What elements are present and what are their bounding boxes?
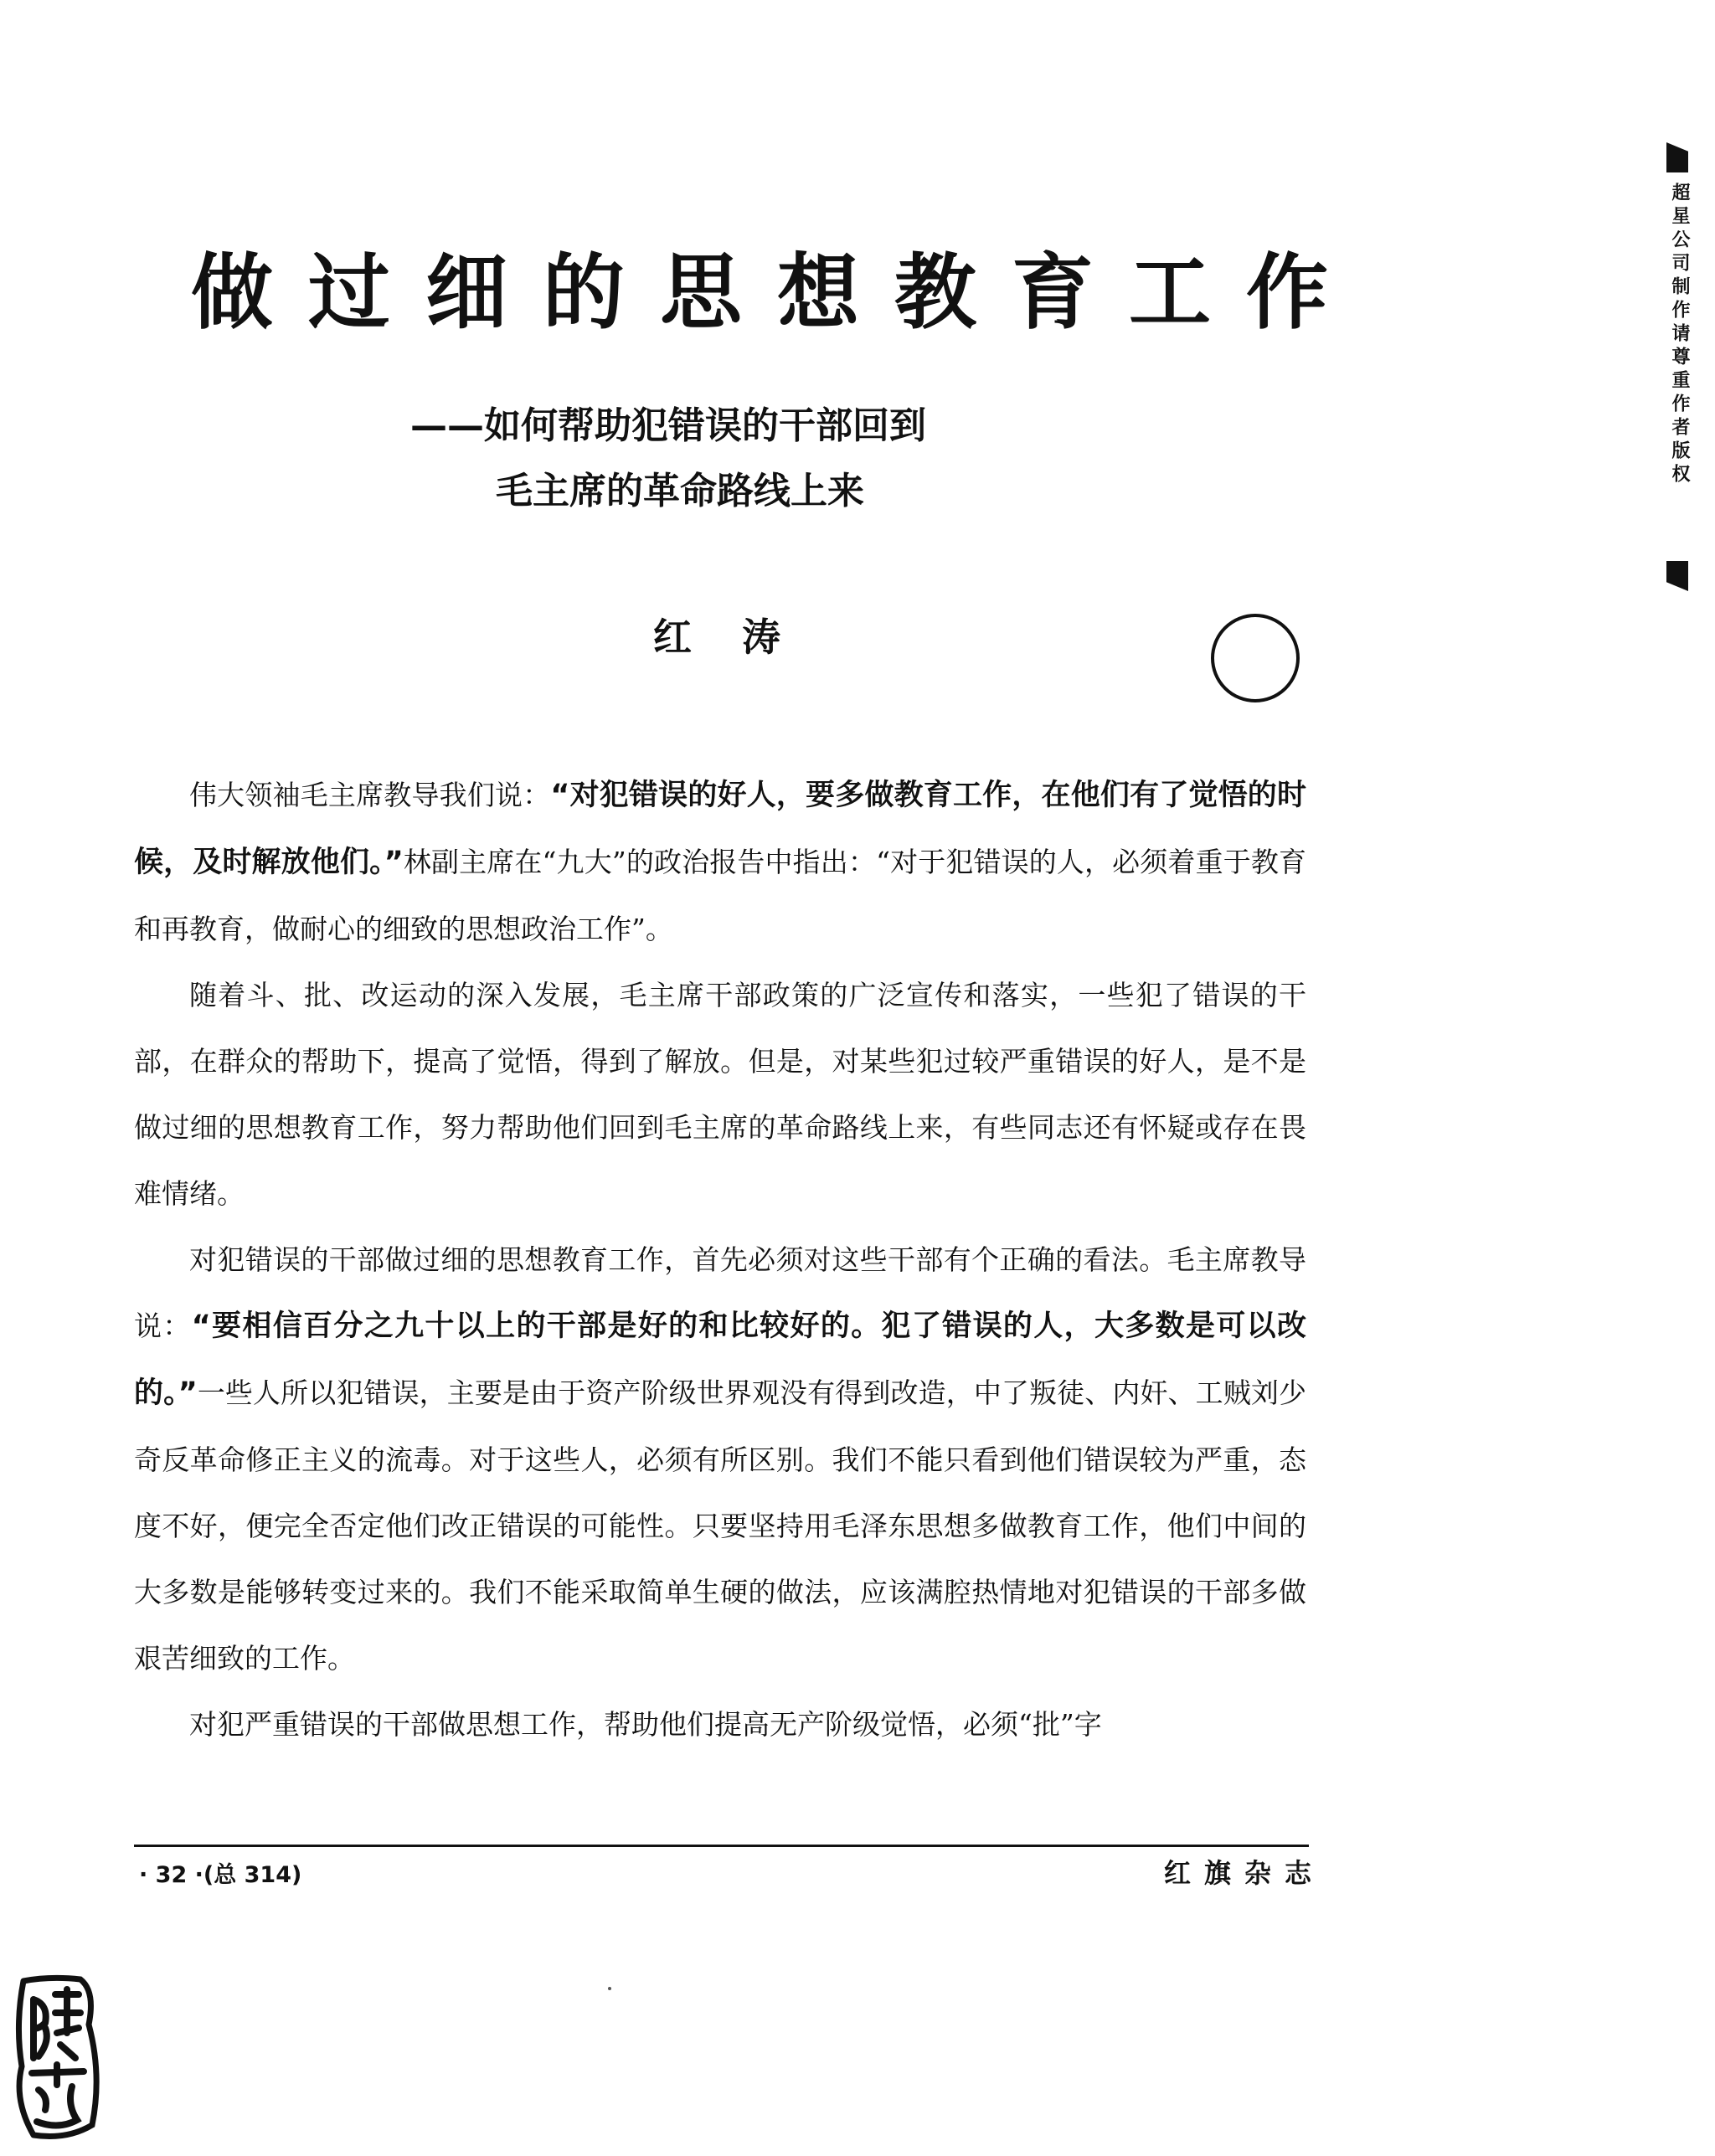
paragraph-text: 伟大领袖毛主席教导我们说：	[189, 779, 551, 811]
author-name: 红涛	[653, 615, 831, 660]
seal-stamp	[8, 1974, 105, 2142]
paragraph-text: 一些人所以犯错误，主要是由于资产阶级世界观没有得到改造，中了叛徒、内奸、工贼刘少奇反革命修正主义的流毒。对于这些人，必须有所区别。我们不能只看到他们错误较为严重，态度不好，便完全否定他们改正错误的可能性。只要坚持用毛泽东思想多做教育工作，他们中间的大多数是能够转变过来的。我们不能采取简单生硬的做法，应该满腔热情地对犯错误的干部多做艰苦细致的工作。	[134, 1376, 1306, 1675]
article-title: 做过细的思想教育工作	[191, 245, 1364, 341]
subtitle-line-2: 毛主席的革命路线上来	[496, 470, 864, 512]
circle-icon	[1211, 614, 1300, 702]
paragraph-text: 对犯严重错误的干部做思想工作，帮助他们提高无产阶级觉悟，必须“批”字	[189, 1708, 1102, 1741]
banner-bar-bottom	[1666, 561, 1688, 591]
quotation-text: “要相信百分之九十以上的干部是好的和比较好的。犯了错误的人，大多数是可以改的。”	[134, 1310, 1306, 1410]
quotation-text: “对犯错误的好人，要多做教育工作，在他们有了觉悟的时候，及时解放他们。”	[134, 779, 1306, 879]
seal-glyph-2	[32, 2065, 84, 2126]
paragraph-text: 林副主席在“九大”的政治报告中指出：“对于犯错误的人，必须着重于教育和再教育，做耐心的细致的思想政治工作”。	[134, 846, 1306, 945]
article-subtitle	[410, 394, 1415, 524]
banner-bar-top	[1666, 142, 1688, 172]
seal-glyph-1	[33, 1989, 80, 2058]
banner-text: 超星公司制作请尊重作者版权	[1669, 183, 1690, 487]
paragraph-1	[134, 762, 1306, 962]
paragraph-3	[134, 1227, 1306, 1691]
article-body	[134, 762, 1306, 1757]
footer-divider	[134, 1845, 1309, 1847]
magazine-name: 红旗杂志	[1164, 1857, 1326, 1889]
scan-speck	[608, 1987, 611, 1990]
copyright-side-banner	[1666, 142, 1693, 594]
subtitle-line-1: ——如何帮助犯错误的干部回到	[410, 404, 926, 447]
paragraph-4	[134, 1691, 1306, 1757]
page-number: · 32 ·(总 314)	[139, 1862, 302, 1888]
paragraph-2	[134, 962, 1306, 1227]
paragraph-text: 随着斗、批、改运动的深入发展，毛主席干部政策的广泛宣传和落实，一些犯了错误的干部，在群众的帮助下，提高了觉悟，得到了解放。但是，对某些犯过较严重错误的好人，是不是做过细的思想教育工作，努力帮助他们回到毛主席的革命路线上来，有些同志还有怀疑或存在畏难情绪。	[134, 979, 1306, 1210]
paragraph-text: 对犯错误的干部做过细的思想教育工作，首先必须对这些干部有个正确的看法。毛主席教导说：	[134, 1243, 1306, 1342]
